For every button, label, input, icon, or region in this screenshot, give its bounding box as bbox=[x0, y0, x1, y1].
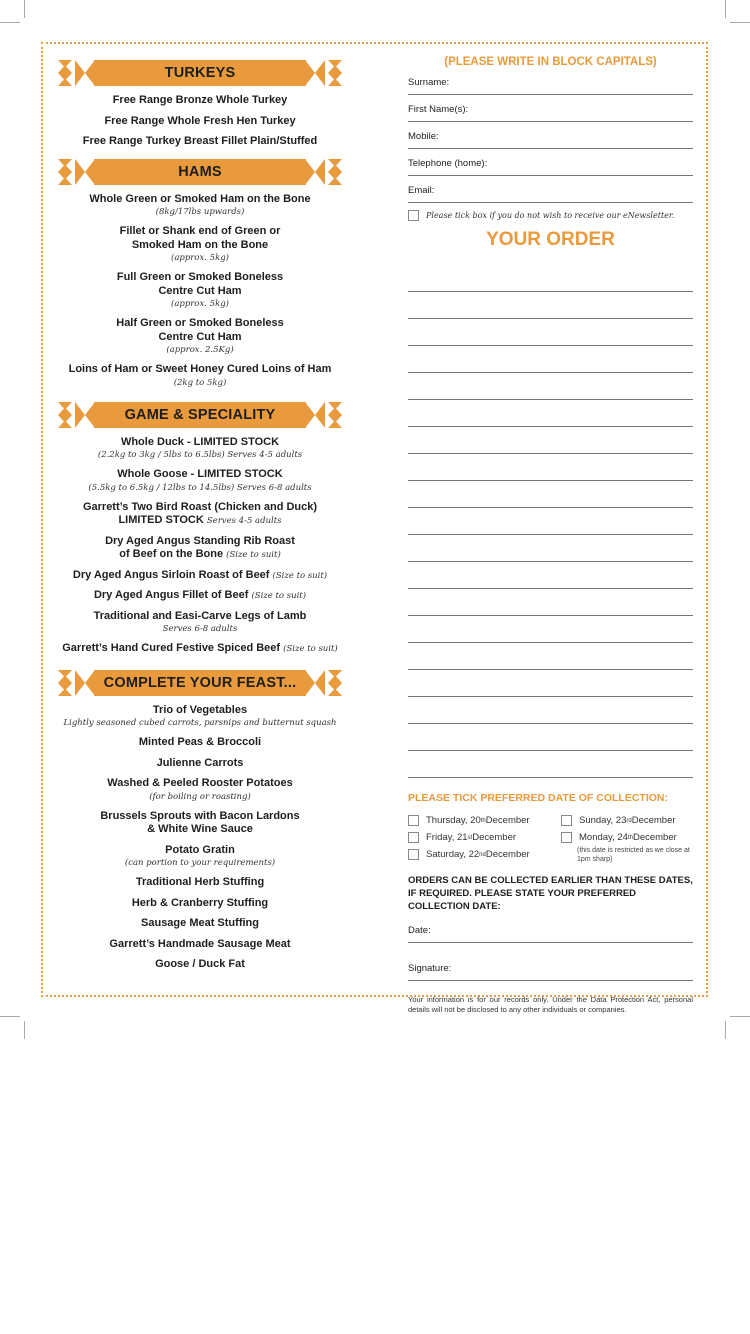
ribbon-bow-icon bbox=[304, 670, 342, 696]
order-line[interactable] bbox=[408, 643, 693, 670]
crop-mark bbox=[0, 22, 20, 23]
ribbon-bow-icon bbox=[304, 159, 342, 185]
telephone-field[interactable]: Telephone (home): bbox=[408, 158, 693, 176]
order-line[interactable] bbox=[408, 616, 693, 643]
signature-field[interactable]: Signature: bbox=[408, 963, 693, 981]
checkbox[interactable] bbox=[408, 815, 419, 826]
date-option-monday[interactable]: Monday, 24 th December bbox=[561, 829, 693, 846]
menu-item: Washed & Peeled Rooster Potatoes (for boiling or roasting) bbox=[107, 777, 293, 802]
section-title: COMPLETE YOUR FEAST... bbox=[94, 670, 306, 696]
your-order-title: YOUR ORDER bbox=[486, 229, 615, 250]
early-collection-note: ORDERS CAN BE COLLECTED EARLIER THAN THESE DATES, IF REQUIRED. PLEASE STATE YOUR PREFERRED COLLECTION DATE: bbox=[408, 875, 693, 912]
surname-field[interactable]: Surname: bbox=[408, 77, 693, 95]
order-line[interactable] bbox=[408, 535, 693, 562]
section-banner-turkeys bbox=[58, 60, 342, 86]
order-line[interactable] bbox=[408, 724, 693, 751]
order-form bbox=[408, 56, 693, 1015]
crop-mark bbox=[24, 1021, 25, 1039]
menu-item: Traditional Herb Stuffing bbox=[135, 876, 265, 888]
collection-date-heading: PLEASE TICK PREFERRED DATE OF COLLECTION: bbox=[408, 792, 668, 804]
menu-item: Trio of Vegetables Lightly seasoned cubed carrots, parsnips and butternut squash bbox=[63, 703, 337, 728]
menu-item: Whole Goose - LIMITED STOCK (5.5kg to 6.5kg / 12lbs to 14.5lbs) Serves 6-8 adults bbox=[88, 468, 312, 493]
menu-item: Full Green or Smoked Boneless Centre Cut Ham (approx. 5kg) bbox=[116, 271, 284, 309]
order-line[interactable] bbox=[408, 265, 693, 292]
checkbox[interactable] bbox=[561, 832, 572, 843]
date-option-thursday[interactable]: Thursday, 20 th December bbox=[408, 812, 561, 829]
crop-mark bbox=[730, 22, 750, 23]
mobile-field[interactable]: Mobile: bbox=[408, 131, 693, 149]
section-banner-hams bbox=[58, 159, 342, 185]
menu-item: Herb & Cranberry Stuffing bbox=[131, 896, 269, 909]
order-line[interactable] bbox=[408, 670, 693, 697]
menu-item: Whole Duck - LIMITED STOCK (2.2kg to 3kg / 5lbs to 6.5lbs) Serves 4-5 adults bbox=[97, 435, 303, 460]
menu-item: Minted Peas & Broccoli bbox=[138, 736, 262, 748]
menu-item: Free Range Whole Fresh Hen Turkey bbox=[104, 114, 296, 127]
privacy-note: Your information is for our records only. Under the Data Protection Act, personal details will not be disclosed to any other individuals or companies. bbox=[408, 995, 693, 1014]
ribbon-bow-icon bbox=[58, 670, 96, 696]
ribbon-bow-icon bbox=[58, 60, 96, 86]
checkbox[interactable] bbox=[561, 815, 572, 826]
section-banner-feast bbox=[58, 670, 342, 696]
menu-item: Free Range Turkey Breast Fillet Plain/Stuffed bbox=[82, 135, 318, 147]
order-line[interactable] bbox=[408, 508, 693, 535]
order-line[interactable] bbox=[408, 400, 693, 427]
order-line[interactable] bbox=[408, 346, 693, 373]
first-name-field[interactable]: First Name(s): bbox=[408, 104, 693, 122]
section-title: TURKEYS bbox=[94, 60, 306, 86]
menu-item: Garrett’s Two Bird Roast (Chicken and Duck) LIMITED STOCK Serves 4-5 adults bbox=[82, 500, 318, 526]
menu-item: Loins of Ham or Sweet Honey Cured Loins of Ham (2kg to 5kg) bbox=[68, 363, 332, 388]
order-line[interactable] bbox=[408, 454, 693, 481]
ribbon-bow-icon bbox=[58, 159, 96, 185]
date-field[interactable]: Date: bbox=[408, 925, 693, 943]
menu-item: Traditional and Easi-Carve Legs of Lamb Serves 6-8 adults bbox=[93, 609, 307, 634]
menu-column bbox=[58, 60, 342, 979]
menu-item: Half Green or Smoked Boneless Centre Cut Ham (approx. 2.5Kg) bbox=[116, 317, 284, 355]
order-lines bbox=[408, 265, 693, 778]
section-banner-game bbox=[58, 402, 342, 428]
menu-item: Sausage Meat Stuffing bbox=[141, 917, 259, 929]
menu-item: Fillet or Shank end of Green or Smoked Ham on the Bone (approx. 5kg) bbox=[119, 225, 281, 263]
order-line[interactable] bbox=[408, 427, 693, 454]
checkbox[interactable] bbox=[408, 849, 419, 860]
crop-mark bbox=[24, 0, 25, 18]
order-line[interactable] bbox=[408, 751, 693, 778]
ribbon-bow-icon bbox=[58, 402, 96, 428]
menu-item: Julienne Carrots bbox=[156, 756, 244, 769]
email-field[interactable]: Email: bbox=[408, 185, 693, 203]
section-title: GAME & SPECIALITY bbox=[94, 402, 306, 428]
menu-item: Goose / Duck Fat bbox=[155, 958, 245, 970]
order-line[interactable] bbox=[408, 481, 693, 508]
date-option-saturday[interactable]: Saturday, 22 nd December bbox=[408, 846, 561, 863]
collection-dates bbox=[408, 812, 693, 864]
restricted-note: (this date is restricted as we close at 1pm sharp) bbox=[577, 847, 690, 863]
order-line[interactable] bbox=[408, 562, 693, 589]
crop-mark bbox=[730, 1016, 750, 1017]
crop-mark bbox=[0, 1016, 20, 1017]
menu-item: Free Range Bronze Whole Turkey bbox=[112, 94, 288, 106]
menu-item: Whole Green or Smoked Ham on the Bone (8kg/17lbs upwards) bbox=[89, 192, 311, 217]
newsletter-checkbox[interactable] bbox=[408, 210, 419, 221]
menu-item: Dry Aged Angus Fillet of Beef (Size to suit) bbox=[93, 589, 307, 601]
menu-item: Garrett’s Hand Cured Festive Spiced Beef (Size to suit) bbox=[62, 642, 338, 654]
order-line[interactable] bbox=[408, 373, 693, 400]
order-line[interactable] bbox=[408, 697, 693, 724]
crop-mark bbox=[725, 0, 726, 18]
checkbox[interactable] bbox=[408, 832, 419, 843]
menu-item: Potato Gratin (can portion to your requirements) bbox=[124, 843, 276, 868]
menu-item: Garrett’s Handmade Sausage Meat bbox=[109, 937, 291, 950]
crop-mark bbox=[725, 1021, 726, 1039]
menu-item: Dry Aged Angus Standing Rib Roast of Beef on the Bone (Size to suit) bbox=[105, 534, 295, 560]
block-capitals-note: (PLEASE WRITE IN BLOCK CAPITALS) bbox=[444, 56, 657, 68]
order-line[interactable] bbox=[408, 589, 693, 616]
date-option-friday[interactable]: Friday, 21 st December bbox=[408, 829, 561, 846]
newsletter-optout: Please tick box if you do not wish to receive our eNewsletter. bbox=[408, 210, 693, 221]
ribbon-bow-icon bbox=[304, 402, 342, 428]
menu-item: Brussels Sprouts with Bacon Lardons & White Wine Sauce bbox=[100, 809, 300, 835]
ribbon-bow-icon bbox=[304, 60, 342, 86]
order-line[interactable] bbox=[408, 319, 693, 346]
order-line[interactable] bbox=[408, 292, 693, 319]
section-title: HAMS bbox=[94, 159, 306, 185]
date-option-sunday[interactable]: Sunday, 23 rd December bbox=[561, 812, 693, 829]
menu-item: Dry Aged Angus Sirloin Roast of Beef (Size to suit) bbox=[72, 568, 328, 581]
